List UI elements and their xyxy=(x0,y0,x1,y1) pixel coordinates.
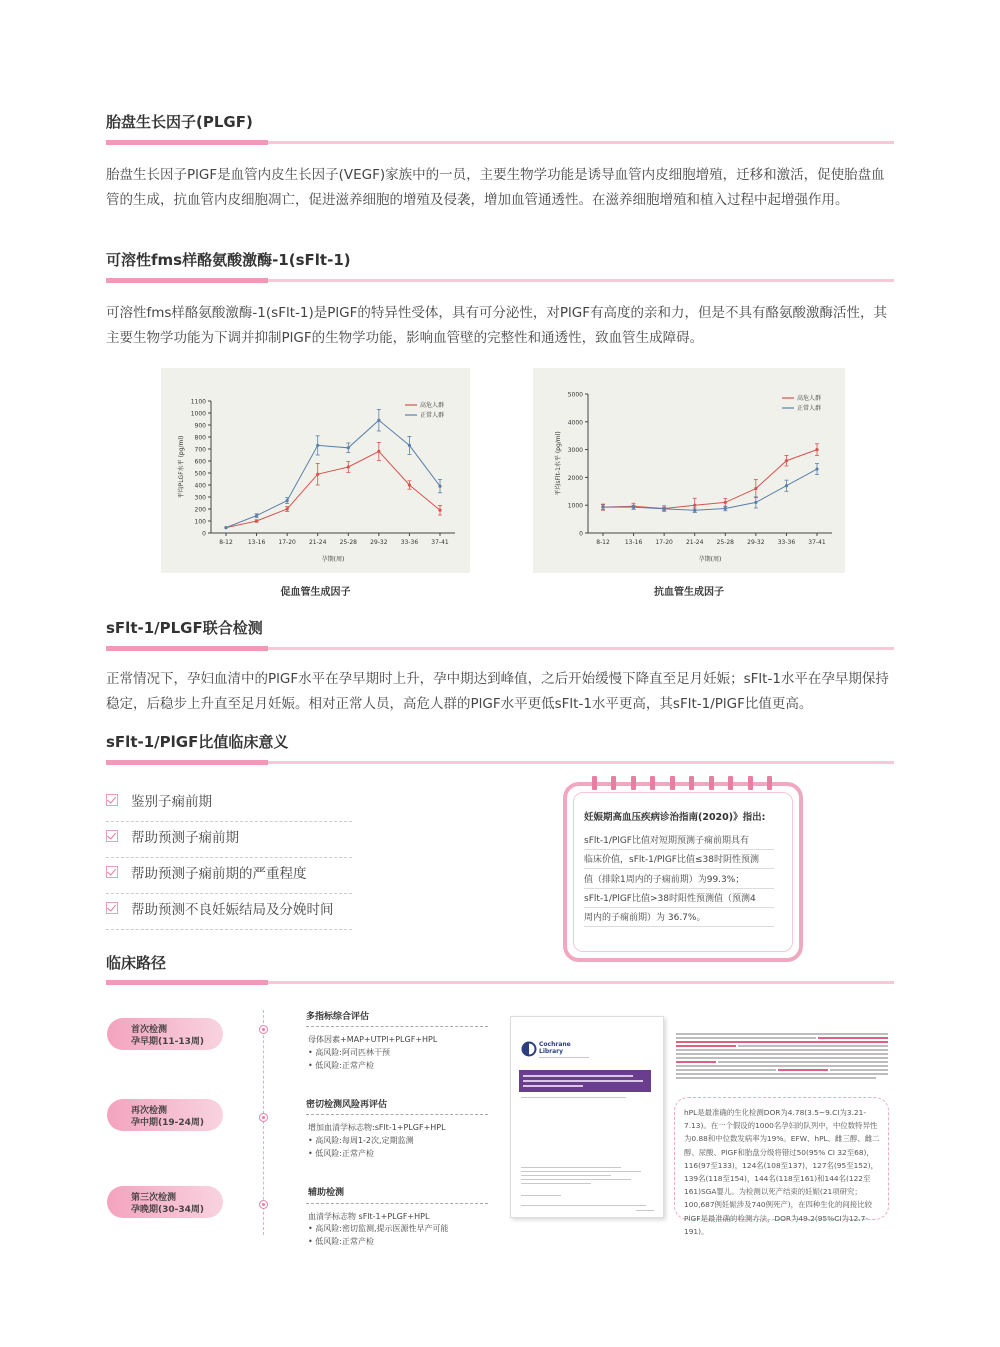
x-tick-label: 21-24 xyxy=(308,539,327,546)
x-tick-label: 17-20 xyxy=(655,539,673,546)
data-point xyxy=(408,444,411,447)
data-point xyxy=(316,473,319,476)
data-point xyxy=(724,501,727,504)
check-item xyxy=(106,821,352,858)
check-item-label: 帮助预测不良妊娠结局及分娩时间 xyxy=(131,902,334,918)
timeline-node xyxy=(259,1200,268,1209)
y-tick-label: 1000 xyxy=(567,502,583,510)
guideline-line: 值（排除1周内的子痫前期）为99.3%； xyxy=(584,872,774,889)
stage-line: 血清学标志物 sFlt-1+PLGF+HPL xyxy=(308,1212,430,1221)
stage-divider xyxy=(306,1114,488,1115)
data-point xyxy=(754,501,757,504)
stage-line: • 低风险:正常产检 xyxy=(308,1237,374,1246)
check-item xyxy=(106,857,352,894)
stage-line-text: 低风险:正常产检 xyxy=(315,1061,374,1070)
checkbox-icon xyxy=(106,902,118,914)
data-point xyxy=(693,509,696,512)
data-point xyxy=(316,444,319,447)
x-tick-label: 25-28 xyxy=(716,539,735,546)
x-tick-label: 33-36 xyxy=(400,539,419,546)
x-tick-label: 8-12 xyxy=(219,539,233,546)
y-tick-label: 300 xyxy=(194,494,206,502)
y-tick-label: 3000 xyxy=(567,447,583,455)
y-tick-label: 900 xyxy=(194,422,206,430)
section-title-plgf: 胎盘生长因子(PLGF) xyxy=(106,113,253,131)
y-axis-label: 平均PLGF水平 (pg/ml) xyxy=(178,435,185,499)
data-point xyxy=(224,526,227,529)
section-divider xyxy=(106,981,894,984)
check-item-label: 鉴别子痫前期 xyxy=(131,794,212,810)
stage-title: 密切检测风险再评估 xyxy=(306,1100,388,1110)
data-point xyxy=(785,484,788,487)
section-title-combined: sFlt-1/PLGF联合检测 xyxy=(106,619,263,637)
stage-pill-sublabel: 孕中期(19-24周) xyxy=(131,1118,205,1128)
cochrane-logo-icon xyxy=(521,1041,537,1057)
stage-pill-first xyxy=(107,1018,223,1050)
x-tick-label: 33-36 xyxy=(777,539,796,546)
check-item xyxy=(106,785,352,822)
data-point xyxy=(347,446,350,449)
data-point xyxy=(663,507,666,510)
y-axis-label: 平均sFlt-1水平 (pg/ml) xyxy=(555,431,562,496)
x-axis-label: 孕期(周) xyxy=(698,556,722,563)
data-point xyxy=(754,487,757,490)
data-point xyxy=(724,507,727,510)
data-point xyxy=(815,467,818,470)
stage-pill-label: 第三次检测 xyxy=(131,1193,177,1203)
binder-rings-icon xyxy=(592,776,772,790)
checkbox-icon xyxy=(106,794,118,806)
stage-line: • 低风险:正常产检 xyxy=(308,1149,374,1158)
check-item-label: 帮助预测子痫前期的严重程度 xyxy=(131,866,307,882)
x-tick-label: 8-12 xyxy=(596,539,610,546)
data-point xyxy=(377,419,380,422)
data-point xyxy=(347,465,350,468)
paragraph-plgf: 胎盘生长因子PlGF是血管内皮生长因子(VEGF)家族中的一员，主要生物学功能是诱导血管内皮细胞增殖，迁移和激活，促使胎盘血管的生成，抗血管内皮细胞凋亡，促进滋养细胞的增殖及侵袭，增加血管通透性。在滋养细胞增殖和植入过程中起增强作用。 xyxy=(106,167,885,208)
stage-title: 辅助检测 xyxy=(308,1188,345,1198)
guideline-line: 临床价值，sFlt-1/PlGF比值≤38时阴性预测 xyxy=(584,852,774,869)
chart-sflt-panel xyxy=(533,368,845,573)
paragraph-sflt: 可溶性fms样酪氨酸激酶-1(sFlt-1)是PlGF的特异性受体，具有可分泌性，对PlGF有高度的亲和力，但是不具有酪氨酸激酶活性，其主要生物学功能为下调并抑制PlGF的生物学功能，影响血管壁的完整性和通透性，致血管生成障碍。 xyxy=(106,305,887,346)
data-point xyxy=(693,504,696,507)
stage-pill-label: 再次检测 xyxy=(131,1106,168,1116)
paper-thumbnail xyxy=(510,1016,664,1218)
data-point xyxy=(286,499,289,502)
stage-title: 多指标综合评估 xyxy=(306,1012,370,1022)
y-tick-label: 700 xyxy=(194,446,206,454)
data-point xyxy=(438,509,441,512)
stage-line-text: 低风险:正常产检 xyxy=(315,1149,374,1158)
x-tick-label: 13-16 xyxy=(624,539,643,546)
paragraph-combined: 正常情况下，孕妇血清中的PlGF水平在孕早期时上升，孕中期达到峰值，之后开始缓慢下降直至足月妊娠；sFlt-1水平在孕早期保持稳定，后稳步上升直至足月妊娠。相对正常人员，高危人群的PlGF水平更低sFlt-1水平更高，其sFlt-1/PlGF比值更高。 xyxy=(106,671,889,712)
y-tick-label: 500 xyxy=(194,470,206,478)
paper-brand-line: Library xyxy=(539,1048,564,1055)
y-tick-label: 600 xyxy=(194,458,206,466)
guideline-line: 周内的子痫前期）为 36.7%。 xyxy=(584,910,774,927)
data-point xyxy=(255,514,258,517)
data-point xyxy=(286,507,289,510)
stage-pill-sublabel: 孕早期(11-13周) xyxy=(131,1037,205,1047)
stage-line: • 高风险:每周1-2次,定期监测 xyxy=(308,1136,414,1145)
x-tick-label: 37-41 xyxy=(431,539,449,546)
guideline-line: sFlt-1/PlGF比值对短期预测子痫前期具有 xyxy=(584,833,774,850)
stage-line-text: 高风险:阿司匹林干预 xyxy=(315,1048,390,1057)
y-tick-label: 1000 xyxy=(190,410,206,418)
paper-title-band xyxy=(519,1070,651,1092)
abstract-snippet xyxy=(676,1033,888,1083)
x-tick-label: 29-32 xyxy=(370,539,388,546)
y-tick-label: 4000 xyxy=(567,419,583,427)
data-point xyxy=(438,485,441,488)
chart-plgf-panel xyxy=(161,368,470,573)
paper-brand xyxy=(539,1041,571,1055)
stage-line-text: 高风险:密切监测,提示医源性早产可能 xyxy=(315,1224,449,1233)
stage-line: • 高风险:密切监测,提示医源性早产可能 xyxy=(308,1224,449,1233)
timeline-node xyxy=(259,1113,268,1122)
legend-label: 高危人群 xyxy=(797,395,822,402)
legend-label: 正常人群 xyxy=(420,412,445,419)
stage-divider xyxy=(306,1026,488,1027)
section-divider xyxy=(106,279,894,282)
data-point xyxy=(601,506,604,509)
stage-line: • 低风险:正常产检 xyxy=(308,1061,374,1070)
data-point xyxy=(815,448,818,451)
data-point xyxy=(632,506,635,509)
section-title-path: 临床路径 xyxy=(106,954,167,972)
timeline-node xyxy=(259,1025,268,1034)
y-tick-label: 2000 xyxy=(567,474,583,482)
data-point xyxy=(377,450,380,453)
data-point xyxy=(785,459,788,462)
guideline-title: 妊娠期高血压疾病诊治指南(2020)》指出: xyxy=(584,812,766,823)
section-divider xyxy=(106,141,894,144)
x-axis-label: 孕期(周) xyxy=(321,556,345,563)
stage-divider xyxy=(306,1203,488,1204)
stage-line-text: 低风险:正常产检 xyxy=(315,1237,374,1246)
note-text: hPL是最准确的生化检测DOR为4.78(3.5~9.CI为3.21-7.13)。在一个假设的1000名孕妇的队列中，中位数特异性为0.88和中位数发病率为19%。EFW、hPL、雌三醇、雌二醇、尿酸、PlGF和胎盘分级将错过50(95% CI 32至68)，116(97至133)，124名(108至137)，127名(95至152)，139名(118至154)，144名(118至161)和144名(122至161)SGA婴儿。为检测以死产结束的妊娠(21项研究；100,687例妊娠涉及740例死产)，在四种生化的间接比较PlGF是最准确的检测方法，DOR为49.2(95%CI为12.7-191)。 xyxy=(684,1108,880,1236)
x-tick-label: 25-28 xyxy=(339,539,358,546)
x-tick-label: 37-41 xyxy=(808,539,826,546)
section-title-ratio: sFlt-1/PlGF比值临床意义 xyxy=(106,733,289,751)
chart-plgf xyxy=(161,368,470,573)
stage-pill-third xyxy=(107,1186,223,1218)
x-tick-label: 21-24 xyxy=(685,539,704,546)
y-tick-label: 200 xyxy=(194,506,206,514)
stage-line: 母体因素+MAP+UTPI+PLGF+HPL xyxy=(308,1035,438,1044)
section-divider xyxy=(106,761,894,764)
x-tick-label: 29-32 xyxy=(747,539,765,546)
data-point xyxy=(408,483,411,486)
check-item xyxy=(106,893,352,930)
chart-caption-plgf: 促血管生成因子 xyxy=(280,587,351,598)
paper-brand-line: Cochrane xyxy=(539,1041,571,1048)
chart-caption-sflt: 抗血管生成因子 xyxy=(654,587,724,598)
guideline-line: sFlt-1/PlGF比值>38时阳性预测值（预测4 xyxy=(584,891,774,908)
y-tick-label: 0 xyxy=(579,530,583,538)
legend-label: 高危人群 xyxy=(420,402,445,409)
y-tick-label: 0 xyxy=(202,530,206,538)
checkbox-icon xyxy=(106,866,118,878)
stage-line-text: 高风险:每周1-2次,定期监测 xyxy=(315,1136,414,1145)
series-line xyxy=(603,450,817,509)
chart-sflt xyxy=(533,368,845,573)
stage-pill-sublabel: 孕晚期(30-34周) xyxy=(131,1205,205,1215)
data-point xyxy=(255,519,258,522)
checkbox-icon xyxy=(106,830,118,842)
x-tick-label: 13-16 xyxy=(247,539,266,546)
legend-label: 正常人群 xyxy=(797,405,822,412)
section-title-sflt: 可溶性fms样酪氨酸激酶-1(sFlt-1) xyxy=(106,251,351,269)
y-tick-label: 800 xyxy=(194,434,206,442)
stage-pill-second xyxy=(107,1099,223,1131)
stage-line: 增加血清学标志物:sFlt-1+PLGF+HPL xyxy=(308,1123,446,1132)
check-item-label: 帮助预测子痫前期 xyxy=(131,830,239,846)
stage-pill-label: 首次检测 xyxy=(131,1025,168,1035)
y-tick-label: 5000 xyxy=(567,391,583,399)
y-tick-label: 1100 xyxy=(190,398,206,406)
y-tick-label: 400 xyxy=(194,482,206,490)
stage-line: • 高风险:阿司匹林干预 xyxy=(308,1048,390,1057)
y-tick-label: 100 xyxy=(194,518,206,526)
x-tick-label: 17-20 xyxy=(278,539,296,546)
section-divider xyxy=(106,647,894,650)
